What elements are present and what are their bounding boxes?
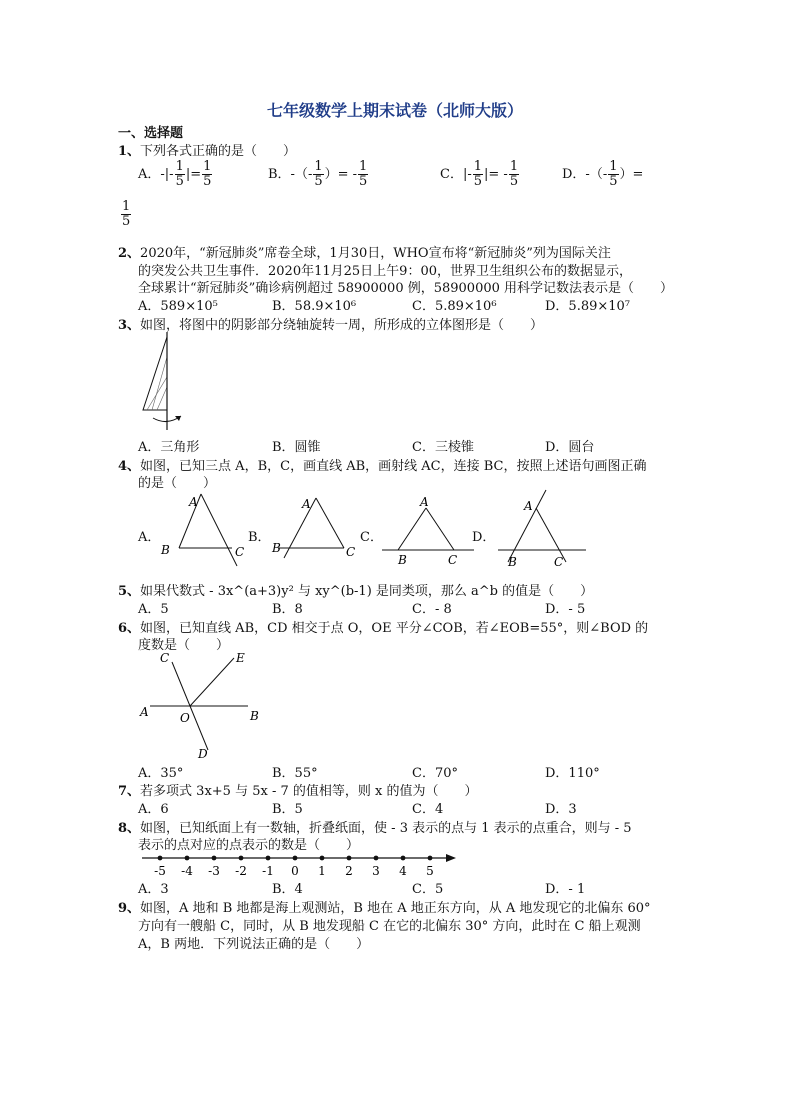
question-8-line2: 表示的点对应的点表示的数是（ ） bbox=[138, 838, 360, 853]
q8-tick-label: -1 bbox=[262, 864, 274, 878]
q5-option-d[interactable]: D．- 5 bbox=[545, 602, 586, 617]
question-8-line1: 8、如图，已知纸面上有一数轴，折叠纸面，使 - 3 表示的点与 1 表示的点重合，则与 - 5 bbox=[118, 821, 632, 836]
q6-option-d[interactable]: D．110° bbox=[545, 766, 600, 781]
q7-option-c[interactable]: C．4 bbox=[412, 802, 444, 817]
q3-option-d[interactable]: D．圆台 bbox=[545, 440, 595, 455]
svg-text:A: A bbox=[420, 495, 429, 509]
svg-text:A: A bbox=[189, 495, 198, 509]
q8-tick-label: -4 bbox=[181, 864, 193, 878]
svg-text:B: B bbox=[272, 541, 281, 555]
question-6-line2: 度数是（ ） bbox=[138, 638, 230, 653]
q6-figure bbox=[136, 648, 266, 760]
q3-option-b[interactable]: B．圆锥 bbox=[272, 440, 321, 455]
q8-tick-label: 3 bbox=[372, 864, 380, 878]
svg-text:B: B bbox=[398, 553, 407, 567]
question-5-stem: 5、如果代数式 - 3x^(a+3)y² 与 xy^(b-1) 是同类项，那么 a^b 的值是（ ） bbox=[118, 584, 594, 599]
svg-text:D: D bbox=[198, 747, 208, 760]
question-7-stem: 7、若多项式 3x+5 与 5x - 7 的值相等，则 x 的值为（ ） bbox=[118, 784, 478, 799]
question-9-line2: 方向有一艘船 C，同时，从 B 地发现船 C 在它的北偏东 30° 方向，此时在 C 船上观测 bbox=[138, 919, 641, 934]
q8-tick-label: 5 bbox=[426, 864, 434, 878]
q4-option-c-label[interactable]: C． bbox=[360, 530, 383, 545]
q1-option-c[interactable]: C．|- $\frac{1}{5}$ |= - $\frac{1}{5}$ bbox=[440, 159, 519, 189]
q8-option-a[interactable]: A．3 bbox=[138, 882, 169, 897]
q8-tick-point bbox=[320, 856, 325, 861]
q8-arrow bbox=[446, 854, 456, 862]
q8-tick-label: 4 bbox=[399, 864, 407, 878]
q5-option-b[interactable]: B．8 bbox=[272, 602, 303, 617]
q8-tick-point bbox=[293, 856, 298, 861]
q4-option-b-label[interactable]: B． bbox=[248, 530, 271, 545]
section-heading: 一、选择题 bbox=[118, 126, 184, 141]
q1-option-d[interactable]: D．-（- $\frac{1}{5}$ ）= bbox=[562, 159, 644, 189]
q8-tick-label: 1 bbox=[318, 864, 326, 878]
q8-tick-point bbox=[266, 856, 271, 861]
q6-ray-oe bbox=[190, 658, 234, 706]
q4-option-a-label[interactable]: A． bbox=[138, 530, 161, 545]
svg-text:C: C bbox=[346, 545, 356, 559]
svg-text:B: B bbox=[508, 555, 517, 569]
svg-text:C: C bbox=[160, 651, 170, 665]
q8-tick-point bbox=[212, 856, 217, 861]
q7-option-b[interactable]: B．5 bbox=[272, 802, 303, 817]
q8-tick-label: 0 bbox=[291, 864, 299, 878]
q3-option-a[interactable]: A．三角形 bbox=[138, 440, 200, 455]
question-6-line1: 6、如图，已知直线 AB，CD 相交于点 O，OE 平分∠COB，若∠EOB=55°，则∠BOD 的 bbox=[118, 621, 649, 636]
q5-option-c[interactable]: C．- 8 bbox=[412, 602, 452, 617]
question-4-line1: 4、如图，已知三点 A，B，C，画直线 AB，画射线 AC，连接 BC，按照上述语句画图正确 bbox=[118, 459, 647, 474]
q2-option-b[interactable]: B．58.9×10⁶ bbox=[272, 299, 357, 314]
svg-text:A: A bbox=[302, 497, 311, 511]
svg-text:B: B bbox=[161, 543, 170, 557]
q8-tick-point bbox=[158, 856, 163, 861]
q4-option-d-label[interactable]: D． bbox=[472, 530, 496, 545]
q1-option-b[interactable]: B．-（- $\frac{1}{5}$ ）= - $\frac{1}{5}$ bbox=[268, 159, 368, 189]
q8-tick-point bbox=[347, 856, 352, 861]
exam-title: 七年级数学上期末试卷（北师大版） bbox=[266, 101, 523, 120]
q8-tick-point bbox=[401, 856, 406, 861]
q6-option-b[interactable]: B．55° bbox=[272, 766, 318, 781]
q8-tick-label: -5 bbox=[154, 864, 166, 878]
q4-figure-a bbox=[155, 490, 250, 570]
q6-option-c[interactable]: C．70° bbox=[412, 766, 458, 781]
svg-text:O: O bbox=[180, 711, 190, 725]
q4-figure-c bbox=[378, 490, 478, 570]
svg-text:E: E bbox=[236, 651, 245, 665]
q4-figure-d bbox=[494, 486, 594, 570]
question-2-line2: 的突发公共卫生事件．2020年11月25日上午9：00，世界卫生组织公布的数据显示， bbox=[138, 264, 632, 279]
q2-option-a[interactable]: A．589×10⁵ bbox=[138, 299, 218, 314]
question-2-line3: 全球累计“新冠肺炎”确诊病例超过 58900000 例，58900000 用科学记数法表示是（ ） bbox=[138, 281, 674, 296]
question-2-line1: 2、2020年，“新冠肺炎”席卷全球，1月30日，WHO宣布将“新冠肺炎”列为国际关注 bbox=[118, 246, 611, 261]
q8-tick-point bbox=[374, 856, 379, 861]
q2-option-d[interactable]: D．5.89×10⁷ bbox=[545, 299, 631, 314]
q5-option-a[interactable]: A．5 bbox=[138, 602, 169, 617]
svg-text:C: C bbox=[554, 555, 564, 569]
q8-tick-label: -2 bbox=[235, 864, 247, 878]
q7-option-d[interactable]: D．3 bbox=[545, 802, 577, 817]
svg-text:A: A bbox=[524, 499, 533, 513]
question-9-line3: A，B 两地．下列说法正确的是（ ） bbox=[138, 937, 370, 952]
q2-option-c[interactable]: C．5.89×10⁶ bbox=[412, 299, 497, 314]
question-4-line2: 的是（ ） bbox=[138, 476, 217, 491]
q8-option-d[interactable]: D．- 1 bbox=[545, 882, 586, 897]
q8-tick-point bbox=[428, 856, 433, 861]
q8-number-line bbox=[138, 850, 468, 878]
svg-text:B: B bbox=[250, 709, 259, 723]
q8-tick-point bbox=[239, 856, 244, 861]
q1-option-d-result: $\frac{1}{5}$ bbox=[122, 199, 131, 229]
q3-option-c[interactable]: C．三棱锥 bbox=[412, 440, 474, 455]
q8-option-b[interactable]: B．4 bbox=[272, 882, 303, 897]
svg-text:C: C bbox=[448, 553, 458, 567]
q3-figure bbox=[135, 332, 195, 432]
q8-option-c[interactable]: C．5 bbox=[412, 882, 444, 897]
question-9-line1: 9、如图，A 地和 B 地都是海上观测站，B 地在 A 地正东方向，从 A 地发现它的北偏东 60° bbox=[118, 901, 651, 916]
q8-tick-label: -3 bbox=[208, 864, 220, 878]
svg-text:C: C bbox=[235, 545, 245, 559]
q8-tick-point bbox=[185, 856, 190, 861]
q1-option-a[interactable]: A．-|- $\frac{1}{5}$ |= $\frac{1}{5}$ bbox=[138, 159, 212, 189]
svg-text:A: A bbox=[140, 705, 149, 719]
q6-option-a[interactable]: A．35° bbox=[138, 766, 184, 781]
q8-tick-label: 2 bbox=[345, 864, 353, 878]
q7-option-a[interactable]: A．6 bbox=[138, 802, 169, 817]
question-3-stem: 3、如图，将图中的阴影部分绕轴旋转一周，所形成的立体图形是（ ） bbox=[118, 318, 544, 333]
question-1-stem: 1、下列各式正确的是（ ） bbox=[118, 144, 297, 159]
q4-figure-b bbox=[268, 490, 363, 570]
